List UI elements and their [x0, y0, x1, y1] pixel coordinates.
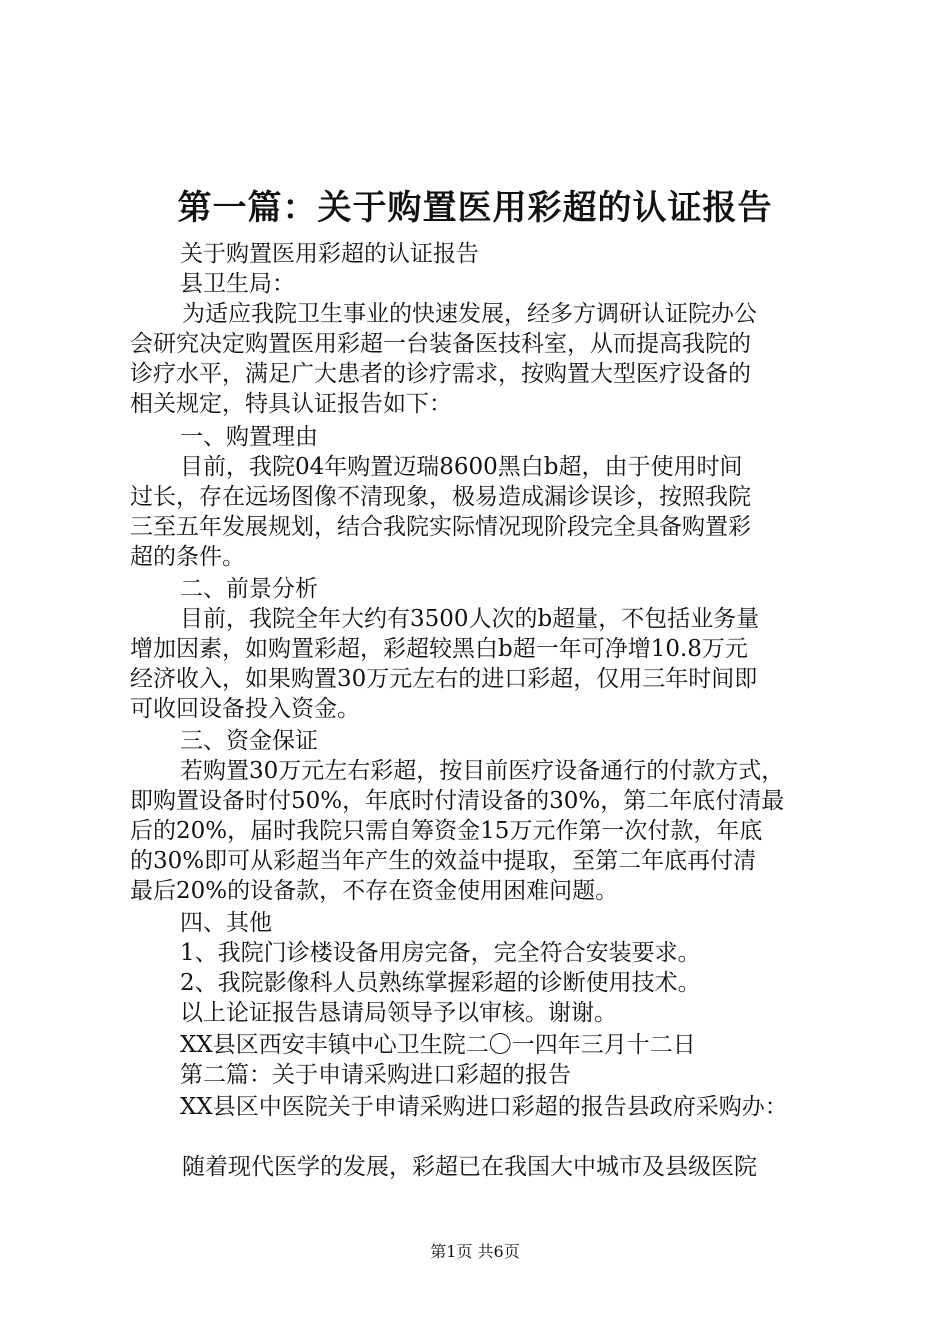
section-heading: 一、购置理由 — [180, 424, 318, 450]
page-number: 第1页 共6页 — [430, 1242, 520, 1261]
body-line: 相关规定，特具认证报告如下： — [130, 391, 452, 417]
section-heading: 三、资金保证 — [180, 728, 318, 754]
body-line: 超的条件。 — [130, 544, 245, 570]
body-line: 1、我院门诊楼设备用房完备，完全符合安装要求。 — [180, 940, 701, 966]
body-line: 三至五年发展规划，结合我院实际情况现阶段完全具备购置彩 — [130, 514, 751, 540]
body-line: XX县区中医院关于申请采购进口彩超的报告县政府采购办： — [180, 1094, 788, 1120]
body-line: 目前，我院全年大约有3500人次的b超量，不包括业务量 — [180, 606, 760, 632]
body-line: 关于购置医用彩超的认证报告 — [180, 241, 479, 267]
body-line: 最后20%的设备款，不存在资金使用困难问题。 — [130, 878, 619, 904]
body-line: 以上论证报告恳请局领导予以审核。谢谢。 — [180, 1000, 617, 1026]
body-line: 可收回设备投入资金。 — [130, 696, 360, 722]
body-line: 随着现代医学的发展，彩超已在我国大中城市及县级医院 — [182, 1154, 757, 1180]
body-line: 诊疗水平，满足广大患者的诊疗需求，按购置大型医疗设备的 — [130, 361, 751, 387]
body-line: 即购置设备时付50%，年底时付清设备的30%，第二年底付清最 — [130, 788, 785, 814]
signature-line: XX县区西安丰镇中心卫生院二〇一四年三月十二日 — [180, 1032, 696, 1058]
body-line: 会研究决定购置医用彩超一台装备医技科室，从而提高我院的 — [130, 331, 751, 357]
body-line: 2、我院影像科人员熟练掌握彩超的诊断使用技术。 — [180, 970, 701, 996]
body-line: 若购置30万元左右彩超，按目前医疗设备通行的付款方式， — [180, 758, 785, 784]
body-line: 经济收入，如果购置30万元左右的进口彩超，仅用三年时间即 — [130, 666, 758, 692]
section-heading: 第二篇：关于申请采购进口彩超的报告 — [180, 1062, 571, 1088]
body-line: 后的20%，届时我院只需自筹资金15万元作第一次付款，年底 — [130, 818, 763, 844]
body-line: 过长，存在远场图像不清现象，极易造成漏诊误诊，按照我院 — [130, 484, 751, 510]
section-heading: 二、前景分析 — [180, 576, 318, 602]
body-line: 目前，我院04年购置迈瑞8600黑白b超，由于使用时间 — [180, 454, 743, 480]
document-title: 第一篇：关于购置医用彩超的认证报告 — [177, 188, 773, 228]
body-line: 的30%即可从彩超当年产生的效益中提取，至第二年底再付清 — [130, 848, 757, 874]
body-line: 县卫生局： — [180, 271, 295, 297]
section-heading: 四、其他 — [180, 910, 272, 936]
body-line: 为适应我院卫生事业的快速发展，经多方调研认证院办公 — [182, 301, 757, 327]
body-line: 增加因素，如购置彩超，彩超较黑白b超一年可净增10.8万元 — [130, 636, 748, 662]
